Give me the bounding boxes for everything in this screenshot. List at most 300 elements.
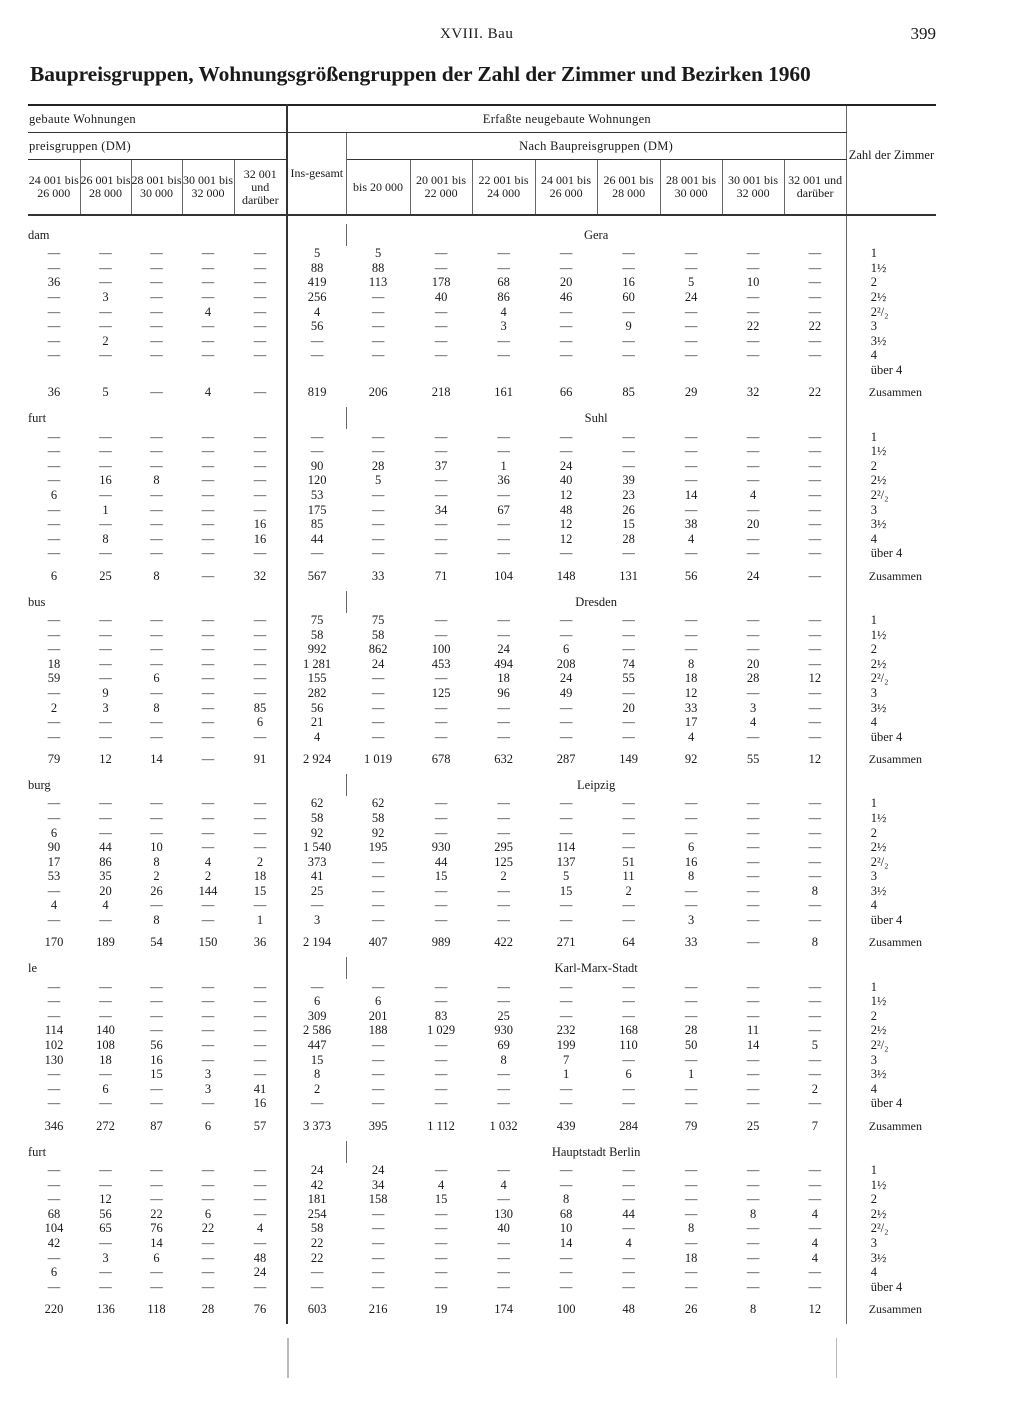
table-row bbox=[28, 854, 936, 869]
cell: — bbox=[47, 290, 61, 305]
cell: — bbox=[434, 444, 448, 459]
cell: — bbox=[746, 1081, 760, 1096]
room-count-label: 3 bbox=[870, 502, 877, 517]
sum-cell: — bbox=[150, 385, 163, 400]
district-heading-row bbox=[28, 1141, 936, 1163]
sum-cell: 174 bbox=[494, 1302, 513, 1317]
table-row bbox=[28, 1250, 936, 1265]
cell-total: 56 bbox=[310, 319, 324, 334]
cell: — bbox=[559, 913, 573, 928]
cell bbox=[722, 363, 784, 378]
cell: — bbox=[434, 729, 448, 744]
cell: 35 bbox=[99, 869, 112, 884]
cell: — bbox=[784, 444, 846, 459]
table-row bbox=[28, 473, 936, 488]
cell: — bbox=[201, 1265, 215, 1280]
cell: — bbox=[434, 1235, 448, 1250]
room-count-label: 3½ bbox=[870, 1067, 887, 1082]
sum-cell: 407 bbox=[368, 935, 388, 950]
cell: 8 bbox=[153, 473, 160, 488]
cell: 23 bbox=[622, 488, 635, 503]
cell: — bbox=[47, 1096, 61, 1111]
table-row bbox=[28, 502, 936, 517]
sum-cell: 26 bbox=[684, 1302, 698, 1317]
room-count-label: 1½ bbox=[870, 994, 887, 1009]
cell: — bbox=[497, 729, 510, 744]
cell: 50 bbox=[684, 1038, 698, 1053]
cell: 4 bbox=[749, 715, 757, 730]
sum-total: 3 373 bbox=[303, 1118, 332, 1133]
cell: 34 bbox=[434, 502, 448, 517]
cell: — bbox=[99, 1163, 112, 1178]
cell: — bbox=[201, 429, 215, 444]
cell: — bbox=[784, 825, 846, 840]
cell: — bbox=[784, 1163, 846, 1178]
cell: — bbox=[371, 502, 385, 517]
district-name: Dresden bbox=[346, 591, 846, 613]
cell: — bbox=[47, 260, 61, 275]
cell: — bbox=[622, 304, 635, 319]
cell: — bbox=[201, 840, 215, 855]
cell: 24 bbox=[684, 290, 698, 305]
cell: — bbox=[497, 1235, 510, 1250]
sum-label: Zusammen bbox=[868, 568, 923, 583]
cell: 6 bbox=[50, 1265, 58, 1280]
cell: — bbox=[684, 810, 698, 825]
cell: — bbox=[746, 1177, 760, 1192]
cell: 18 bbox=[497, 671, 510, 686]
cell: 38 bbox=[684, 517, 698, 532]
cell: — bbox=[371, 1250, 385, 1265]
cell: 55 bbox=[622, 671, 635, 686]
sum-cell: 422 bbox=[494, 935, 513, 950]
cell: 10 bbox=[150, 840, 163, 855]
cell bbox=[182, 363, 234, 378]
cell: — bbox=[622, 796, 635, 811]
cell: — bbox=[622, 1192, 635, 1207]
cell: 14 bbox=[150, 1235, 163, 1250]
sum-label: Zusammen bbox=[868, 385, 923, 400]
cell: — bbox=[746, 348, 760, 363]
cell: 36 bbox=[47, 275, 61, 290]
cell: — bbox=[497, 627, 510, 642]
cell: 15 bbox=[234, 884, 287, 899]
cell: 68 bbox=[47, 1206, 61, 1221]
cell: 24 bbox=[497, 642, 510, 657]
cell: — bbox=[434, 979, 448, 994]
cell: — bbox=[434, 1163, 448, 1178]
price-column-heading: 22 001 bis 24 000 bbox=[472, 160, 535, 216]
cell: 17 bbox=[684, 715, 698, 730]
cell: — bbox=[99, 458, 112, 473]
sum-cell: 989 bbox=[431, 935, 451, 950]
cell: — bbox=[234, 1177, 287, 1192]
cell: — bbox=[99, 246, 112, 261]
cell: — bbox=[150, 502, 163, 517]
cell: — bbox=[201, 319, 215, 334]
cell: — bbox=[201, 1052, 215, 1067]
cell: — bbox=[234, 898, 287, 913]
cell: — bbox=[784, 1052, 846, 1067]
cell-total: 5 bbox=[313, 246, 321, 261]
cell: 48 bbox=[559, 502, 573, 517]
cell: — bbox=[684, 883, 698, 898]
cell bbox=[131, 363, 182, 378]
cell: — bbox=[150, 1008, 163, 1023]
room-count-label: 4 bbox=[870, 715, 877, 730]
cell: — bbox=[234, 444, 287, 459]
cell: — bbox=[434, 1038, 448, 1053]
price-column-heading: 26 001 bis 28 000 bbox=[80, 160, 131, 216]
cell: — bbox=[201, 473, 215, 488]
cell: — bbox=[497, 715, 510, 730]
section-title: XVIII. Bau bbox=[440, 26, 514, 42]
room-count-label: 2½ bbox=[870, 290, 887, 305]
sum-label: Zusammen bbox=[868, 1302, 923, 1317]
table-row bbox=[28, 898, 936, 913]
cell: — bbox=[497, 348, 510, 363]
cell: — bbox=[746, 627, 760, 642]
cell: — bbox=[746, 883, 760, 898]
cell: — bbox=[371, 546, 385, 561]
cell: — bbox=[371, 671, 385, 686]
cell: — bbox=[201, 1096, 215, 1111]
cell: — bbox=[201, 1235, 215, 1250]
cell-total: 42 bbox=[310, 1177, 324, 1192]
cell: 16 bbox=[622, 275, 635, 290]
sum-total: 567 bbox=[307, 568, 327, 583]
cell bbox=[660, 363, 722, 378]
room-count-label: 3 bbox=[870, 869, 877, 884]
cell: — bbox=[559, 260, 573, 275]
cell: — bbox=[201, 246, 215, 261]
cell: 12 bbox=[559, 517, 573, 532]
table-row bbox=[28, 656, 936, 671]
table-row bbox=[28, 1207, 936, 1222]
cell: — bbox=[371, 1038, 385, 1053]
cell: — bbox=[371, 854, 385, 869]
cell bbox=[346, 363, 410, 378]
cell bbox=[597, 363, 660, 378]
table-row bbox=[28, 334, 936, 349]
district-heading-row bbox=[28, 224, 936, 246]
room-count-label: 1 bbox=[870, 979, 877, 994]
cell: — bbox=[99, 304, 112, 319]
sum-cell: 272 bbox=[96, 1118, 115, 1133]
cell-total: 282 bbox=[307, 685, 327, 700]
cell: 22 bbox=[784, 319, 846, 334]
sum-cell: 189 bbox=[96, 935, 115, 950]
sum-cell: 7 bbox=[784, 1111, 846, 1141]
sum-row bbox=[28, 1111, 936, 1141]
header-row-sub bbox=[28, 133, 936, 160]
cell: 3 bbox=[102, 700, 109, 715]
cell-total: 56 bbox=[310, 700, 324, 715]
room-count-label: 3 bbox=[870, 319, 877, 334]
table-row bbox=[28, 796, 936, 811]
cell: — bbox=[497, 796, 510, 811]
room-count-label: 2²/₂ bbox=[870, 671, 889, 686]
cell: 58 bbox=[371, 627, 385, 642]
district-left-label: furt bbox=[28, 411, 47, 426]
cell: — bbox=[497, 444, 510, 459]
cell: — bbox=[559, 700, 573, 715]
district-name: Hauptstadt Berlin bbox=[346, 1141, 846, 1163]
cell: — bbox=[684, 246, 698, 261]
cell: — bbox=[234, 811, 287, 826]
sum-row bbox=[28, 927, 936, 957]
cell: — bbox=[746, 1008, 760, 1023]
cell: 83 bbox=[434, 1008, 448, 1023]
room-count-label: 2½ bbox=[870, 1206, 887, 1221]
cell: — bbox=[201, 531, 215, 546]
cell: — bbox=[150, 1096, 163, 1111]
cell: — bbox=[746, 260, 760, 275]
sum-cell: 36 bbox=[234, 927, 287, 957]
cell: — bbox=[47, 319, 61, 334]
cell: 6 bbox=[625, 1067, 632, 1082]
room-count-label: 3½ bbox=[870, 700, 887, 715]
room-count-label: 1½ bbox=[870, 1177, 887, 1192]
cell-total: 1 540 bbox=[303, 840, 332, 855]
cell: — bbox=[434, 883, 448, 898]
sum-cell: 85 bbox=[622, 385, 635, 400]
cell: — bbox=[559, 1008, 573, 1023]
cell: 4 bbox=[204, 854, 212, 869]
cell: — bbox=[497, 1250, 510, 1265]
cell: 130 bbox=[494, 1206, 513, 1221]
cell: — bbox=[201, 913, 215, 928]
cell: 8 bbox=[749, 1206, 757, 1221]
cell: — bbox=[622, 627, 635, 642]
cell: — bbox=[784, 642, 846, 657]
cell: 28 bbox=[622, 531, 635, 546]
sum-cell: 678 bbox=[431, 752, 451, 767]
cell-total: — bbox=[310, 1279, 324, 1294]
table-row bbox=[28, 1236, 936, 1251]
cell: 8 bbox=[153, 700, 160, 715]
cell: — bbox=[746, 444, 760, 459]
cell: — bbox=[622, 612, 635, 627]
sum-cell: — bbox=[746, 935, 760, 950]
room-count-label: 1½ bbox=[870, 810, 887, 825]
cell: — bbox=[434, 1081, 448, 1096]
table-row bbox=[28, 700, 936, 715]
room-count-label: 2²/₂ bbox=[870, 488, 889, 503]
cell: — bbox=[434, 348, 448, 363]
cell: — bbox=[622, 1265, 635, 1280]
cell: — bbox=[684, 458, 698, 473]
cell: — bbox=[784, 729, 846, 744]
cell: — bbox=[784, 656, 846, 671]
cell: 137 bbox=[556, 854, 576, 869]
cell: — bbox=[684, 304, 698, 319]
table-row bbox=[28, 363, 936, 378]
table-row bbox=[28, 840, 936, 855]
cell: — bbox=[99, 715, 112, 730]
cell: 74 bbox=[622, 656, 635, 671]
cell-total: 53 bbox=[310, 488, 324, 503]
cell: — bbox=[784, 811, 846, 826]
cell: 114 bbox=[556, 840, 576, 855]
cell: — bbox=[371, 304, 385, 319]
cell: — bbox=[434, 612, 448, 627]
cell: 20 bbox=[622, 700, 635, 715]
cell: — bbox=[201, 1038, 215, 1053]
cell: — bbox=[234, 261, 287, 276]
cell: — bbox=[559, 1081, 573, 1096]
cell: — bbox=[371, 1081, 385, 1096]
cell: — bbox=[99, 1067, 112, 1082]
cell: — bbox=[684, 473, 698, 488]
cell: — bbox=[684, 546, 698, 561]
cell: — bbox=[434, 304, 448, 319]
cell: 40 bbox=[434, 290, 448, 305]
cell-total: 2 586 bbox=[303, 1023, 332, 1038]
cell: — bbox=[746, 1096, 760, 1111]
cell: — bbox=[371, 531, 385, 546]
cell: — bbox=[47, 531, 61, 546]
cell: — bbox=[684, 1235, 698, 1250]
cell: — bbox=[497, 1192, 510, 1207]
cell: — bbox=[784, 1096, 846, 1111]
table-row bbox=[28, 429, 936, 444]
room-count-label: 1 bbox=[870, 796, 877, 811]
cell: — bbox=[746, 333, 760, 348]
cell: — bbox=[99, 1096, 112, 1111]
cell: 12 bbox=[559, 488, 573, 503]
cell: 6 bbox=[50, 825, 58, 840]
cell: — bbox=[559, 810, 573, 825]
table-body bbox=[28, 215, 936, 1324]
room-count-label: 3½ bbox=[870, 1250, 887, 1265]
cell: — bbox=[622, 546, 635, 561]
cell: 102 bbox=[44, 1038, 64, 1053]
room-count-label: 4 bbox=[870, 348, 877, 363]
room-count-label: 2²/₂ bbox=[870, 304, 889, 319]
cell: — bbox=[622, 246, 635, 261]
cell: 208 bbox=[556, 656, 576, 671]
cell: — bbox=[434, 715, 448, 730]
cell: — bbox=[622, 840, 635, 855]
cell: 3 bbox=[102, 1250, 109, 1265]
price-column-heading: 32 001 und darüber bbox=[234, 160, 287, 216]
sum-cell: 22 bbox=[784, 377, 846, 407]
cell: — bbox=[497, 488, 510, 503]
cell: — bbox=[746, 1235, 760, 1250]
cell-total: 41 bbox=[310, 869, 324, 884]
cell: 2 bbox=[50, 700, 58, 715]
cell: — bbox=[559, 444, 573, 459]
cell: — bbox=[371, 700, 385, 715]
cell: — bbox=[434, 994, 448, 1009]
cell: — bbox=[99, 260, 112, 275]
cell: 12 bbox=[684, 685, 698, 700]
insgesamt-heading: Ins-gesamt bbox=[287, 133, 346, 216]
cell: 42 bbox=[47, 1235, 61, 1250]
cell: — bbox=[371, 517, 385, 532]
cell: — bbox=[684, 1052, 698, 1067]
cell: — bbox=[559, 304, 573, 319]
cell: — bbox=[784, 517, 846, 532]
cell: — bbox=[234, 979, 287, 994]
table-row bbox=[28, 913, 936, 928]
cell: — bbox=[684, 1192, 698, 1207]
cell: 195 bbox=[368, 840, 388, 855]
cell: — bbox=[201, 898, 215, 913]
cell: — bbox=[47, 444, 61, 459]
sum-cell: 36 bbox=[47, 385, 61, 400]
cell: — bbox=[784, 546, 846, 561]
cell: — bbox=[201, 1023, 215, 1038]
sum-cell: 12 bbox=[784, 744, 846, 774]
sum-cell: 150 bbox=[198, 935, 218, 950]
table-row bbox=[28, 275, 936, 290]
cell: — bbox=[746, 979, 760, 994]
cell: — bbox=[201, 1008, 215, 1023]
cell-total: 22 bbox=[310, 1250, 324, 1265]
cell: — bbox=[434, 1206, 448, 1221]
cell: — bbox=[150, 546, 163, 561]
cell: — bbox=[746, 642, 760, 657]
room-count-label: 3 bbox=[870, 685, 877, 700]
cell: — bbox=[150, 825, 163, 840]
cell-total: — bbox=[310, 444, 324, 459]
cell: — bbox=[622, 260, 635, 275]
price-column-heading: bis 20 000 bbox=[346, 160, 410, 216]
cell: 39 bbox=[622, 473, 635, 488]
cell: 8 bbox=[500, 1052, 507, 1067]
cell: — bbox=[371, 319, 385, 334]
table-row bbox=[28, 1192, 936, 1207]
sum-cell: 33 bbox=[371, 568, 385, 583]
cell: — bbox=[234, 275, 287, 290]
cell-total: 62 bbox=[310, 796, 324, 811]
sum-cell: 92 bbox=[684, 752, 698, 767]
cell: 44 bbox=[622, 1206, 635, 1221]
cell: 2 bbox=[204, 869, 212, 884]
cell: — bbox=[497, 1067, 510, 1082]
cell-total: — bbox=[310, 979, 324, 994]
cell: — bbox=[622, 810, 635, 825]
cell: 25 bbox=[497, 1008, 510, 1023]
cell bbox=[535, 363, 597, 378]
cell: 22 bbox=[746, 319, 760, 334]
cell-total: 25 bbox=[310, 883, 324, 898]
cell: — bbox=[784, 1009, 846, 1024]
cell: 6 bbox=[204, 1206, 212, 1221]
cell: — bbox=[559, 715, 573, 730]
district-name: Karl-Marx-Stadt bbox=[346, 957, 846, 979]
cell-total: 58 bbox=[310, 627, 324, 642]
cell-total: 24 bbox=[310, 1163, 324, 1178]
cell: — bbox=[434, 796, 448, 811]
cell-total: 4 bbox=[313, 304, 321, 319]
sum-cell: 136 bbox=[96, 1302, 115, 1317]
sum-cell: 25 bbox=[99, 568, 112, 583]
cell: — bbox=[47, 796, 61, 811]
cell: 1 bbox=[234, 913, 287, 928]
cell: — bbox=[497, 979, 510, 994]
cell: — bbox=[99, 319, 112, 334]
cell: 4 bbox=[625, 1235, 632, 1250]
cell bbox=[410, 363, 472, 378]
cell: 5 bbox=[784, 1038, 846, 1053]
sum-cell: 12 bbox=[99, 752, 112, 767]
cell: — bbox=[434, 1096, 448, 1111]
cell: — bbox=[47, 473, 61, 488]
cell: — bbox=[234, 1009, 287, 1024]
